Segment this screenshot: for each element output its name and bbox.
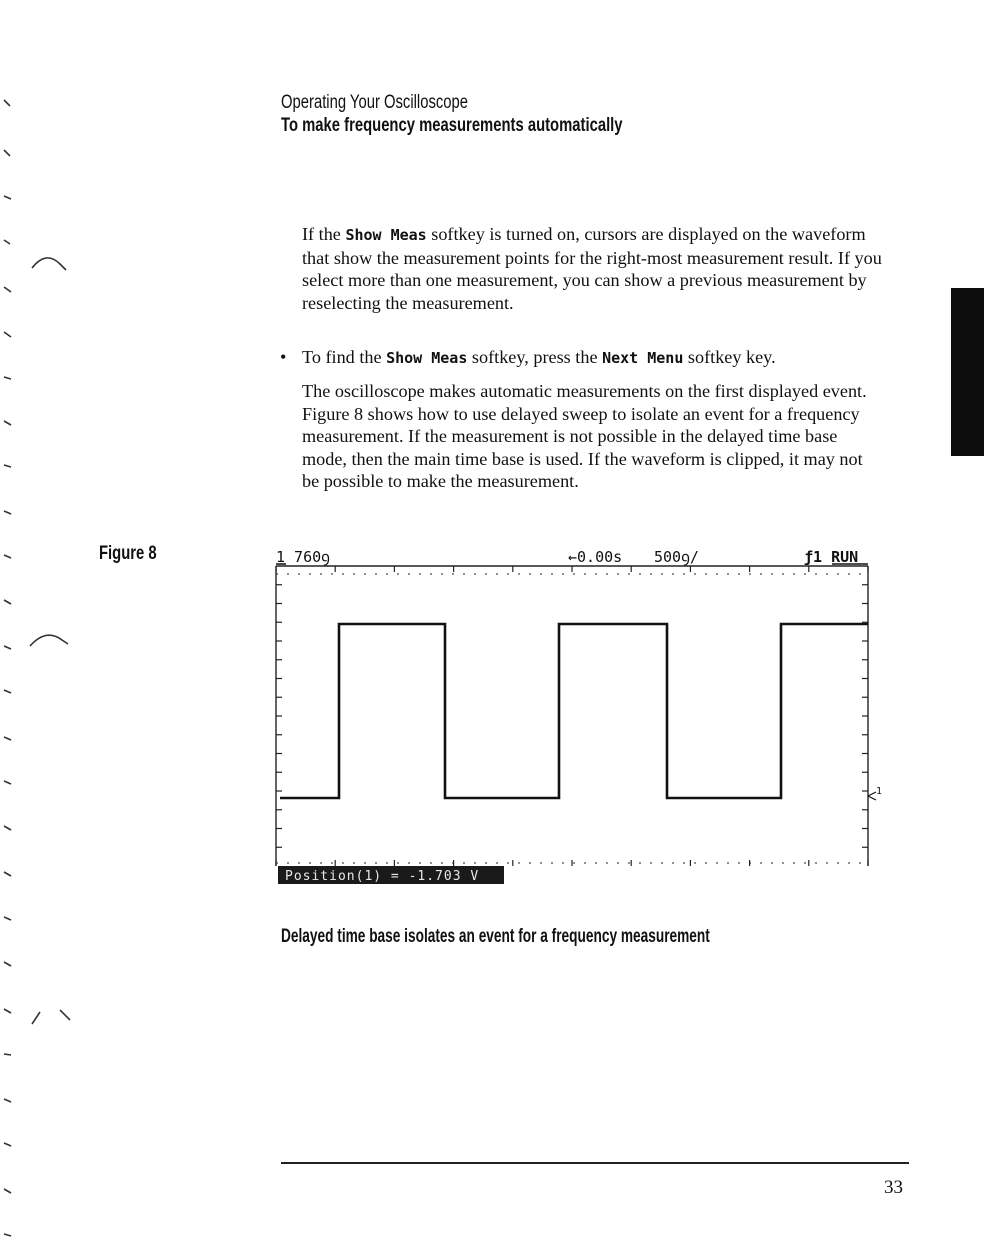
binding-edge-marks xyxy=(0,0,80,1248)
chapter-thumb-tab xyxy=(951,288,984,456)
oscilloscope-display xyxy=(272,538,882,888)
running-header-section: Operating Your Oscilloscope xyxy=(281,92,469,113)
paragraph-text: If the xyxy=(302,224,346,244)
paragraph-show-meas xyxy=(302,223,882,314)
channel-scale-readout: 1 760ꝯ xyxy=(276,548,330,566)
bullet-text-part: softkey key. xyxy=(683,347,776,367)
position-readout-text: Position(1) = -1.703 V xyxy=(285,869,480,884)
bullet-text-part: softkey, press the xyxy=(467,347,603,367)
paragraph-automatic-measurements: The oscilloscope makes automatic measurements on the first displayed event. Figure 8 shows how to use delayed sweep to isolate an event for a frequency measurement. If the measurement is not possible in the delayed time base mode, then the main time base is used. If the waveform is clipped, it may not be possible to make the measurement. xyxy=(302,381,867,492)
ground-marker-label: 1 xyxy=(876,786,882,797)
bullet-symbol: • xyxy=(280,347,287,367)
footer-rule xyxy=(281,1162,909,1164)
page-number: 33 xyxy=(884,1177,903,1198)
figure-caption: Delayed time base isolates an event for a frequency measurement xyxy=(281,926,710,947)
delay-readout: ←0.00s xyxy=(568,548,623,566)
bullet-text xyxy=(302,346,776,370)
running-header-topic: To make frequency measurements automatically xyxy=(281,115,623,136)
softkey-label: Next Menu xyxy=(602,349,684,367)
bullet-text-part: To find the xyxy=(302,347,387,367)
softkey-label: Show Meas xyxy=(386,349,468,367)
trigger-status-readout: ƒ1 RUN xyxy=(804,548,859,566)
graticule-ticks xyxy=(276,566,868,866)
timebase-readout: 500ꝯ/ xyxy=(654,548,699,566)
ground-reference-marker xyxy=(868,792,876,800)
figure-label: Figure 8 xyxy=(99,543,157,564)
waveform-trace xyxy=(280,624,868,798)
softkey-label: Show Meas xyxy=(345,226,427,244)
graticule xyxy=(276,566,868,866)
paragraph-text: softkey is turned on, cursors are displayed on the waveform that show the measurement points for the right-most measurement result. If you select more than one measurement, you can show a previous measurement by reselecting the measurement. xyxy=(302,224,882,313)
